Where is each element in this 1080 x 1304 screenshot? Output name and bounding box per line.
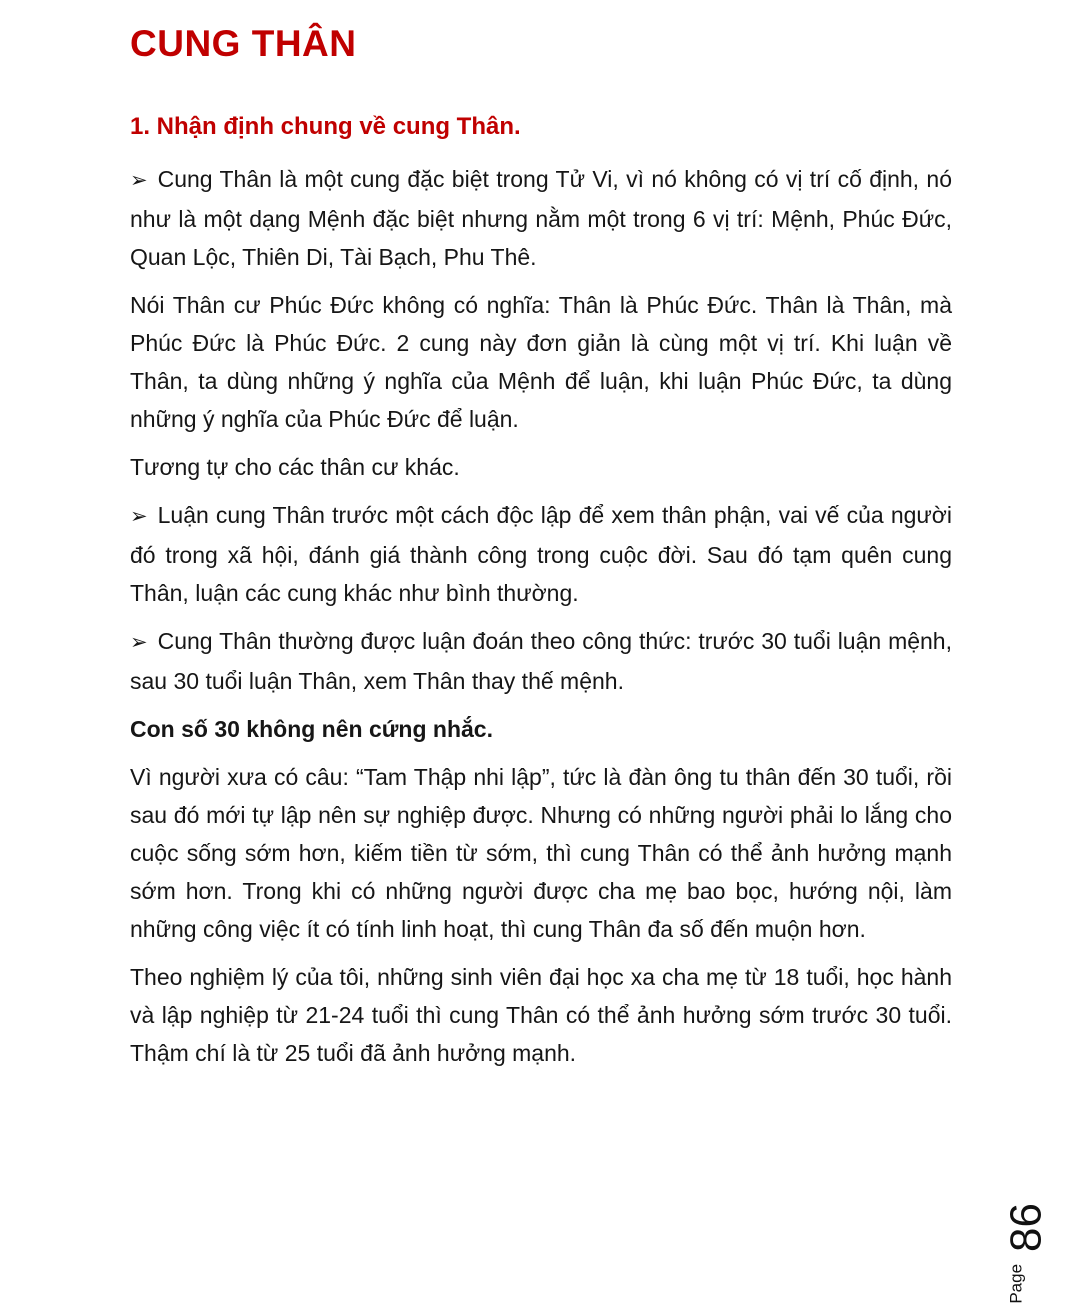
- page-content: [130, 24, 952, 1082]
- arrow-bullet-icon: ➢: [130, 169, 148, 192]
- paragraph-text: Con số 30 không nên cứng nhắc.: [130, 716, 493, 742]
- paragraph-text: Theo nghiệm lý của tôi, những sinh viên đại học xa cha mẹ từ 18 tuổi, học hành và lập nghiệp từ 21-24 tuổi thì cung Thân có thể ảnh hưởng sớm trước 30 tuổi. Thậm chí là từ 25 tuổi đã ảnh hưởng mạnh.: [130, 964, 952, 1066]
- page-number: 86: [1002, 1203, 1051, 1252]
- paragraph: [130, 622, 952, 700]
- paragraph: [130, 286, 952, 438]
- section-heading: 1. Nhận định chung về cung Thân.: [130, 113, 521, 140]
- paragraph: [130, 958, 952, 1072]
- arrow-bullet-icon: ➢: [130, 631, 148, 654]
- paragraph: [130, 758, 952, 948]
- paragraph: [130, 160, 952, 276]
- arrow-bullet-icon: ➢: [130, 505, 148, 528]
- paragraph-text: Nói Thân cư Phúc Đức không có nghĩa: Thân là Phúc Đức. Thân là Thân, mà Phúc Đức là Phúc Đức. 2 cung này đơn giản là cùng một vị trí. Khi luận về Thân, ta dùng những ý nghĩa của Mệnh để luận, khi luận Phúc Đức, ta dùng những ý nghĩa của Phúc Đức để luận.: [130, 292, 952, 432]
- paragraph-text: Cung Thân là một cung đặc biệt trong Tử Vi, vì nó không có vị trí cố định, nó như là một dạng Mệnh đặc biệt nhưng nằm một trong 6 vị trí: Mệnh, Phúc Đức, Quan Lộc, Thiên Di, Tài Bạch, Phu Thê.: [130, 166, 952, 270]
- paragraph-text: Vì người xưa có câu: “Tam Thập nhi lập”, tức là đàn ông tu thân đến 30 tuổi, rồi sau đó mới tự lập nên sự nghiệp được. Nhưng có những người phải lo lắng cho cuộc sống sớm hơn, kiếm tiền từ sớm, thì cung Thân có thể ảnh hưởng mạnh sớm hơn. Trong khi có những người được cha mẹ bao bọc, hướng nội, làm những công việc ít có tính linh hoạt, thì cung Thân đa số đến muộn hơn.: [130, 764, 952, 942]
- page-label: Page: [1007, 1263, 1026, 1304]
- paragraph: [130, 448, 952, 486]
- paragraph: [130, 496, 952, 612]
- paragraph-bold: [130, 710, 952, 748]
- paragraph-text: Luận cung Thân trước một cách độc lập để xem thân phận, vai vế của người đó trong xã hội, đánh giá thành công trong cuộc đời. Sau đó tạm quên cung Thân, luận các cung khác như bình thường.: [130, 502, 952, 606]
- paragraph-text: Cung Thân thường được luận đoán theo công thức: trước 30 tuổi luận mệnh, sau 30 tuổi luận Thân, xem Thân thay thế mệnh.: [130, 628, 952, 694]
- page-number-rotated: [1002, 1203, 1051, 1304]
- page-title: CUNG THÂN: [130, 23, 357, 64]
- paragraph-text: Tương tự cho các thân cư khác.: [130, 454, 460, 480]
